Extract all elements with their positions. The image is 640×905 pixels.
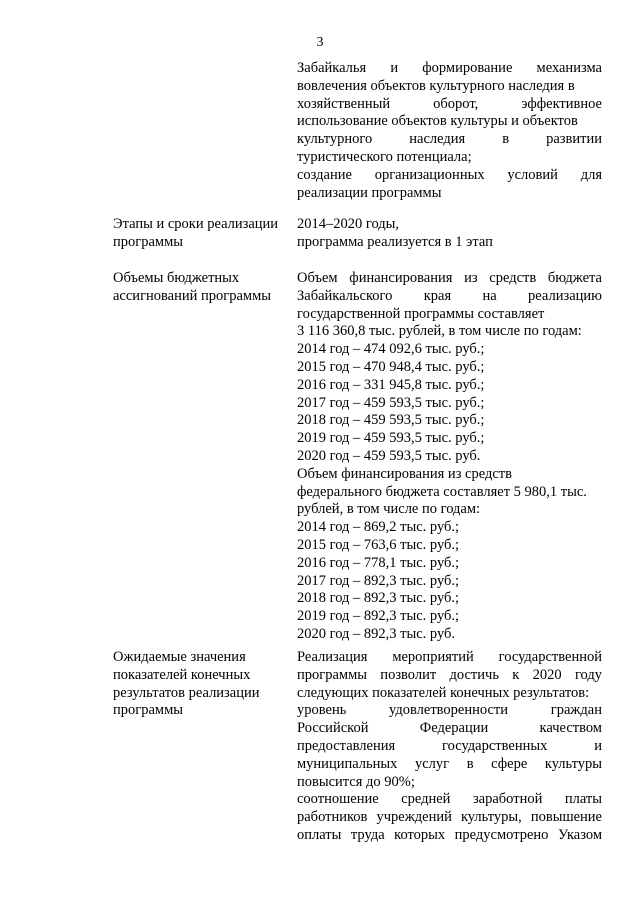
text-line: 3 116 360,8 тыс. рублей, в том числе по годам: — [297, 323, 582, 340]
text-line: 2015 год – 763,6 тыс. руб.; — [297, 536, 460, 553]
text-line: Объем финансирования из средств бюджета — [297, 270, 602, 286]
section-label — [113, 216, 283, 252]
label-line: Этапы и сроки реализации — [113, 216, 279, 232]
text-line: следующих показателей конечных результатов: — [297, 684, 590, 701]
text-line: 2019 год – 892,3 тыс. руб.; — [297, 608, 460, 625]
section-content — [297, 216, 602, 252]
section-label — [113, 270, 283, 306]
text-line: работников учреждений культуры, повышение — [297, 809, 602, 826]
text-line: использование объектов культуры и объектов — [297, 113, 578, 130]
text-line: предоставления государственных и — [297, 737, 602, 754]
text-line: повысится до 90%; — [297, 773, 415, 790]
label-line: Объемы бюджетных — [113, 270, 240, 286]
text-line: рублей, в том числе по годам: — [297, 501, 481, 518]
text-line: государственной программы составляет — [297, 305, 545, 322]
text-line: программы позволит достичь к 2020 году — [297, 666, 602, 683]
text-line: соотношение средней заработной платы — [297, 791, 602, 808]
text-line: федерального бюджета составляет 5 980,1 тыс. — [297, 483, 587, 500]
text-line: 2014–2020 годы, — [297, 216, 400, 232]
text-line: оплаты труда которых предусмотрено Указом — [297, 826, 602, 843]
text-line: программа реализуется в 1 этап — [297, 233, 493, 250]
text-line: уровень удовлетворенности граждан — [297, 702, 602, 719]
text-line: 2017 год – 892,3 тыс. руб.; — [297, 572, 460, 589]
text-line: 2019 год – 459 593,5 тыс. руб.; — [297, 430, 485, 447]
text-line: 2017 год – 459 593,5 тыс. руб.; — [297, 394, 485, 411]
text-line: Забайкалья и формирование механизма — [297, 60, 602, 76]
label-line: ассигнований программы — [113, 287, 272, 304]
text-line: создание организационных условий для — [297, 166, 602, 183]
text-line: 2016 год – 778,1 тыс. руб.; — [297, 554, 460, 571]
text-line: 2020 год – 892,3 тыс. руб. — [297, 625, 456, 642]
label-line: показателей конечных — [113, 666, 251, 683]
section-content — [297, 649, 602, 845]
text-line: 2016 год – 331 945,8 тыс. руб.; — [297, 376, 485, 393]
text-line: 2018 год – 459 593,5 тыс. руб.; — [297, 412, 485, 429]
text-line: культурного наследия в развитии — [297, 131, 602, 148]
text-line: Российской Федерации качеством — [297, 720, 602, 737]
text-line: 2014 год – 869,2 тыс. руб.; — [297, 519, 460, 536]
text-line: вовлечения объектов культурного наследия в — [297, 77, 575, 94]
text-line: реализации программы — [297, 184, 442, 201]
text-line: муниципальных услуг в сфере культуры — [297, 755, 602, 772]
text-line: 2014 год – 474 092,6 тыс. руб.; — [297, 341, 485, 358]
text-line: хозяйственный оборот, эффективное — [297, 95, 602, 112]
label-line: результатов реализации — [113, 684, 260, 701]
text-line: Реализация мероприятий государственной — [297, 649, 602, 665]
section-label — [113, 649, 283, 720]
text-line: Объем финансирования из средств — [297, 465, 512, 482]
text-line: туристического потенциала; — [297, 148, 472, 165]
page-number: 3 — [316, 35, 324, 50]
text-line: 2015 год – 470 948,4 тыс. руб.; — [297, 358, 485, 375]
text-line: Забайкальского края на реализацию — [297, 287, 602, 304]
label-line: программы — [113, 702, 183, 719]
label-line: программы — [113, 233, 183, 250]
section-content — [297, 270, 602, 644]
section-content — [297, 60, 602, 202]
text-line: 2018 год – 892,3 тыс. руб.; — [297, 590, 460, 607]
label-line: Ожидаемые значения — [113, 649, 246, 665]
text-line: 2020 год – 459 593,5 тыс. руб. — [297, 447, 481, 464]
